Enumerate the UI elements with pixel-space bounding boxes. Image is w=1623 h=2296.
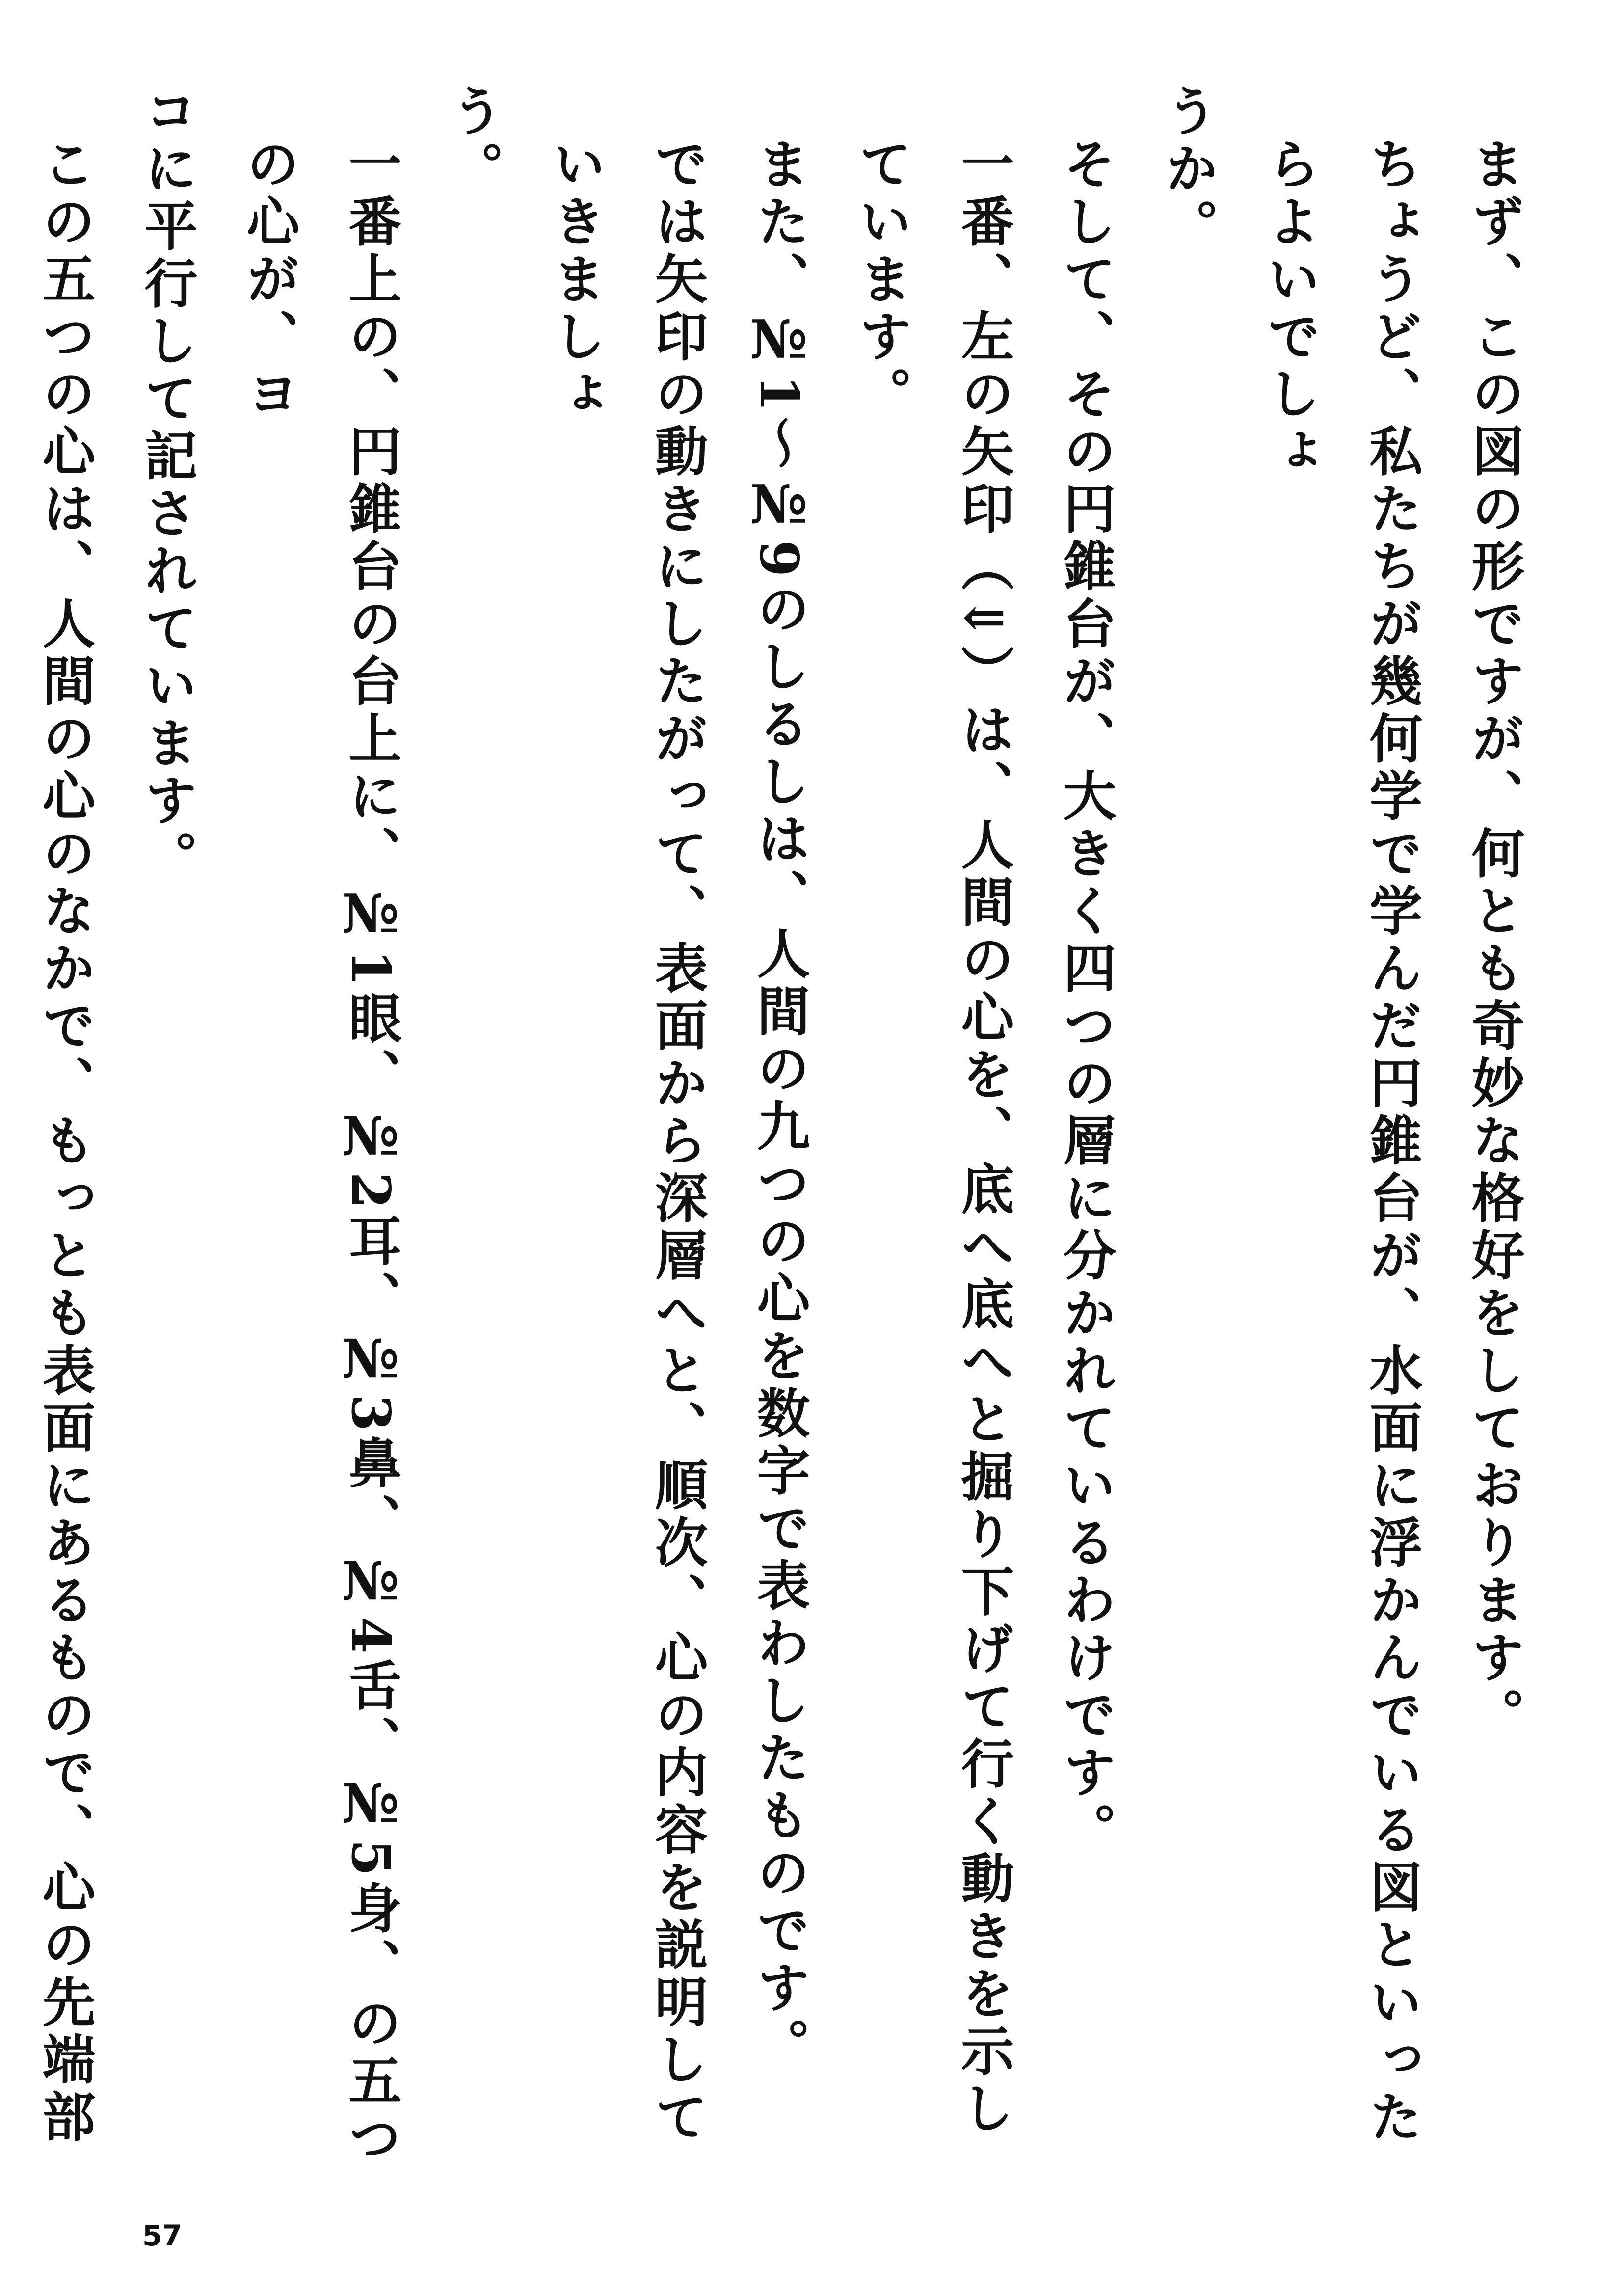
paragraph-2 (0, 83, 422, 2194)
text-line: コに平行して記されています。 (135, 83, 197, 888)
text-line: また、№1～№9のしるしは、人間の九つの心を数字で表わしたものです。 (748, 136, 810, 2075)
vertical-text-body (0, 83, 1544, 2194)
text-line: ちょうど、私たちが幾何学で学んだ円錐台が、水面に浮かんでいる図といったらよいでしょ (1258, 136, 1422, 2147)
text-line: 一番、左の矢印（⇓）は、人間の心を、底へ底へと掘り下げて行く動きを示しています。 (850, 136, 1014, 2138)
text-line: そして、その円錐台が、大きく四つの層に分かれているわけです。 (1054, 136, 1116, 1860)
text-line: うか。 (1156, 83, 1218, 256)
page-number: 57 (142, 2219, 182, 2252)
text-line: この五つの心は、人間の心のなかで、もっとも表面にあるもので、心の先端部 (33, 136, 95, 2147)
text-line: では矢印の動きにしたがって、表面から深層へと、順次、心の内容を説明していきましょ (544, 136, 708, 2147)
text-line: 一番上の、円錐台の台上に、№1眼、№2耳、№3鼻、№4舌、№5身、の五つの心が、ヨ (238, 136, 401, 2168)
paragraph-1 (422, 83, 1544, 2194)
text-line: まず、この図の形ですが、何とも奇妙な格好をしております。 (1463, 136, 1524, 1745)
text-line: う。 (442, 83, 504, 198)
